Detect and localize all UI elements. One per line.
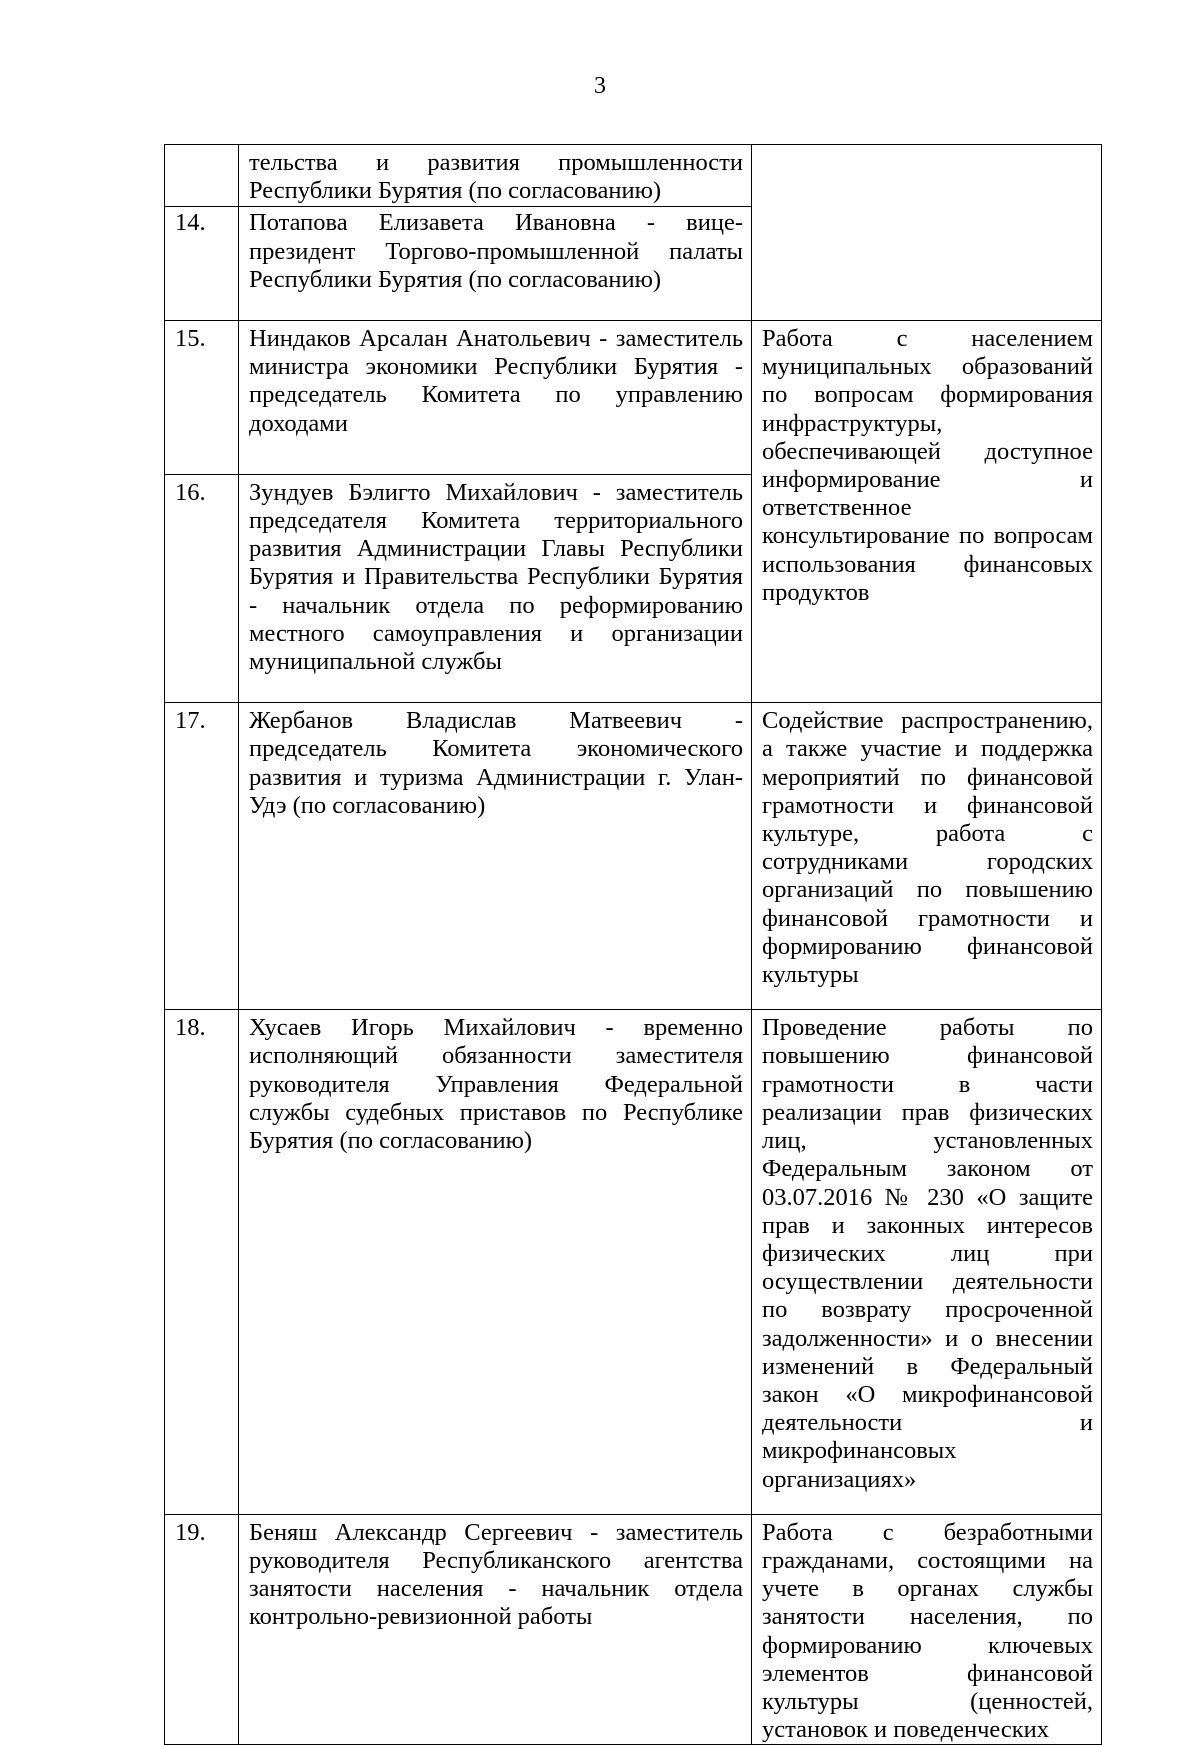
work-area bbox=[752, 145, 1102, 321]
table-row bbox=[165, 703, 1102, 1010]
table-row bbox=[165, 1010, 1102, 1514]
row-number: 15. bbox=[165, 321, 239, 475]
member-description: Ниндаков Арсалан Анатольевич - заместитель министра экономики Республики Бурятия - председатель Комитета по управлению доходами bbox=[239, 321, 752, 475]
table-row bbox=[165, 1514, 1102, 1745]
row-number: 17. bbox=[165, 703, 239, 1010]
work-area: Проведение работы по повышению финансовой грамотности в части реализации прав физических лиц, установленных Федеральным законом от 03.07.2016 № 230 «О защите прав и законных интересов физических лиц при осуществлении деятельности по возврату просроченной задолженности» и о внесении изменений в Федеральный закон «О микрофинансовой деятельности и микрофинансовых организациях» bbox=[752, 1010, 1102, 1514]
table-row bbox=[165, 321, 1102, 475]
member-description: Зундуев Бэлигто Михайлович - заместитель председателя Комитета территориального развития Администрации Главы Республики Бурятия и Правительства Республики Бурятия - начальник отдела по реформированию местного самоуправления и организации муниципальной службы bbox=[239, 474, 752, 702]
member-description: Беняш Александр Сергеевич - заместитель руководителя Республиканского агентства занятости населения - начальник отдела контрольно-ревизионной работы bbox=[239, 1514, 752, 1745]
work-area: Работа с населением муниципальных образований по вопросам формирования инфраструктуры, обеспечивающей доступное информирование и ответственное консультирование по вопросам использования финансовых продуктов bbox=[752, 321, 1102, 703]
row-number: 19. bbox=[165, 1514, 239, 1745]
row-number: 14. bbox=[165, 207, 239, 321]
member-description: Жербанов Владислав Матвеевич - председатель Комитета экономического развития и туризма Администрации г. Улан-Удэ (по согласованию) bbox=[239, 703, 752, 1010]
row-number: 18. bbox=[165, 1010, 239, 1514]
row-number bbox=[165, 145, 239, 207]
table-row bbox=[165, 145, 1102, 207]
members-table bbox=[164, 144, 1102, 1745]
member-description: Хусаев Игорь Михайлович - временно исполняющий обязанности заместителя руководителя Управления Федеральной службы судебных приставов по Республике Бурятия (по согласованию) bbox=[239, 1010, 752, 1514]
work-area: Содействие распространению, а также участие и поддержка мероприятий по финансовой грамотности и финансовой культуре, работа с сотрудниками городских организаций по повышению финансовой грамотности и формированию финансовой культуры bbox=[752, 703, 1102, 1010]
member-description: тельства и развития промышленности Республики Бурятия (по согласованию) bbox=[239, 145, 752, 207]
page-number: 3 bbox=[594, 73, 606, 99]
work-area: Работа с безработными гражданами, состоящими на учете в органах службы занятости населения, по формированию ключевых элементов финансовой культуры (ценностей, установок и поведенческих bbox=[752, 1514, 1102, 1745]
row-number: 16. bbox=[165, 474, 239, 702]
member-description: Потапова Елизавета Ивановна - вице-президент Торгово-промышленной палаты Республики Бурятия (по согласованию) bbox=[239, 207, 752, 321]
